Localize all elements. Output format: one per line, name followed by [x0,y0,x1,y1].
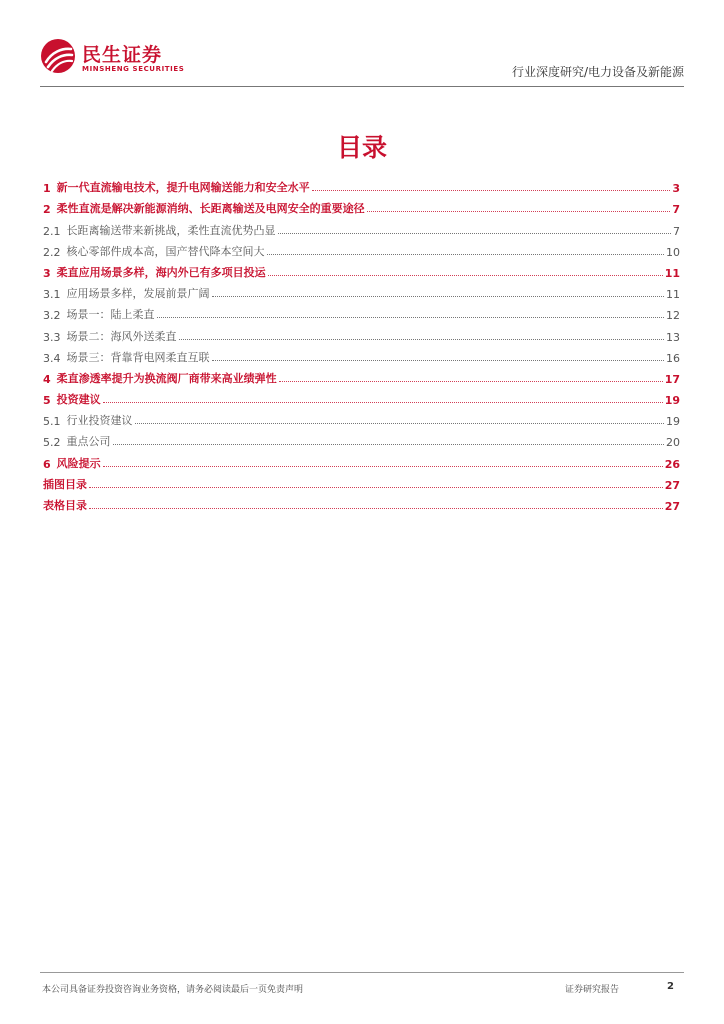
toc-dot-leader [103,402,663,403]
toc-dot-leader [268,275,663,276]
toc-entry[interactable] [43,365,680,386]
toc-dot-leader [212,296,665,297]
toc-dot-leader [278,233,672,234]
toc-entry-text: 风险提示 [56,456,101,470]
toc-entry-number: 2 [43,203,51,217]
toc-entry-page: 20 [666,436,680,450]
toc-entry-number: 5 [43,394,51,408]
toc-dot-leader [279,381,663,382]
toc-entry-page: 16 [666,351,680,365]
toc-entry-page: 27 [664,500,680,513]
toc-entry[interactable] [43,471,680,492]
toc-entry-text: 柔性直流是解决新能源消纳、长距离输送及电网安全的重要途径 [56,202,365,216]
toc-subentry[interactable] [43,238,680,259]
toc-subentry[interactable] [43,428,680,449]
toc-subentry[interactable] [43,216,680,237]
toc-entry-text: 插图目录 [43,477,87,491]
toc-entry-text: 柔直渗透率提升为换流阀厂商带来高业绩弹性 [56,371,277,385]
toc-subentry[interactable] [43,301,680,322]
toc-entry-page: 17 [664,372,680,386]
toc-entry-text: 行业投资建议 [66,414,133,428]
report-category: 行业深度研究/电力设备及新能源 [511,65,684,79]
toc-entry-number: 3.1 [43,288,61,302]
toc-dot-leader [367,211,671,212]
toc-entry-number: 6 [43,457,51,471]
toc-subentry[interactable] [43,407,680,428]
toc-entry-page: 26 [664,457,680,471]
toc-dot-leader [113,444,665,445]
toc-dot-leader [212,360,665,361]
toc-entry[interactable] [43,195,680,216]
toc-entry-number: 2.1 [43,224,61,238]
toc-dot-leader [312,190,671,191]
toc-entry-page: 19 [664,394,680,408]
brand-name-cn: 民生证券 [82,44,163,66]
toc-dot-leader [103,466,663,467]
toc-entry-page: 27 [664,478,680,492]
minsheng-logo-icon [40,38,76,74]
toc-entry-text: 应用场景多样，发展前景广阔 [66,287,210,301]
toc-entry-text: 核心零部件成本高，国产替代降本空间大 [66,244,265,258]
table-of-contents [43,174,680,513]
toc-entry-number: 1 [43,182,51,196]
toc-entry-text: 场景二：海风外送柔直 [66,329,177,343]
footer-divider [40,972,684,973]
toc-entry[interactable] [43,449,680,470]
toc-entry-number: 3.2 [43,309,61,323]
header-divider [40,86,684,87]
toc-entry-page: 10 [666,245,680,259]
page-header [40,38,684,86]
toc-entry-page: 13 [666,330,680,344]
toc-dot-leader [157,317,665,318]
footer-disclaimer: 本公司具备证券投资咨询业务资格，请务必阅读最后一页免责声明 [42,985,304,995]
toc-entry-number: 3.3 [43,330,61,344]
toc-entry-number: 5.1 [43,415,61,429]
toc-entry[interactable] [43,386,680,407]
toc-entry-page: 19 [666,415,680,429]
toc-entry-page: 12 [666,309,680,323]
toc-entry-number: 4 [43,372,51,386]
toc-entry-text: 新一代直流输电技术，提升电网输送能力和安全水平 [56,181,310,195]
toc-entry-text: 重点公司 [66,435,111,449]
toc-subentry[interactable] [43,322,680,343]
toc-entry-page: 3 [672,182,680,196]
toc-dot-leader [267,254,665,255]
toc-entry-number: 3.4 [43,351,61,365]
toc-entry-page: 7 [672,203,680,217]
toc-entry[interactable] [43,174,680,195]
toc-entry[interactable] [43,492,680,513]
toc-dot-leader [135,423,665,424]
toc-entry-page: 11 [664,266,680,280]
toc-entry-page: 7 [673,224,680,238]
toc-entry-page: 11 [666,288,680,302]
toc-dot-leader [179,339,665,340]
toc-dot-leader [89,487,663,488]
toc-dot-leader [89,508,663,509]
toc-entry-text: 投资建议 [56,393,101,407]
toc-entry-text: 长距离输送带来新挑战，柔性直流优势凸显 [66,223,276,237]
toc-entry-text: 表格目录 [43,499,87,512]
toc-entry-text: 柔直应用场景多样，海内外已有多项目投运 [56,265,266,279]
toc-title: 目录 [336,133,387,162]
page-number: 2 [667,981,674,992]
toc-entry[interactable] [43,259,680,280]
brand-name-en: MINSHENG SECURITIES [82,65,185,73]
footer-doc-type: 证券研究报告 [565,985,620,995]
toc-entry-number: 2.2 [43,245,61,259]
toc-entry-text: 场景三：背靠背电网柔直互联 [66,350,210,364]
toc-entry-number: 3 [43,266,51,280]
toc-subentry[interactable] [43,344,680,365]
toc-entry-text: 场景一：陆上柔直 [66,308,155,322]
toc-subentry[interactable] [43,280,680,301]
toc-entry-number: 5.2 [43,436,61,450]
